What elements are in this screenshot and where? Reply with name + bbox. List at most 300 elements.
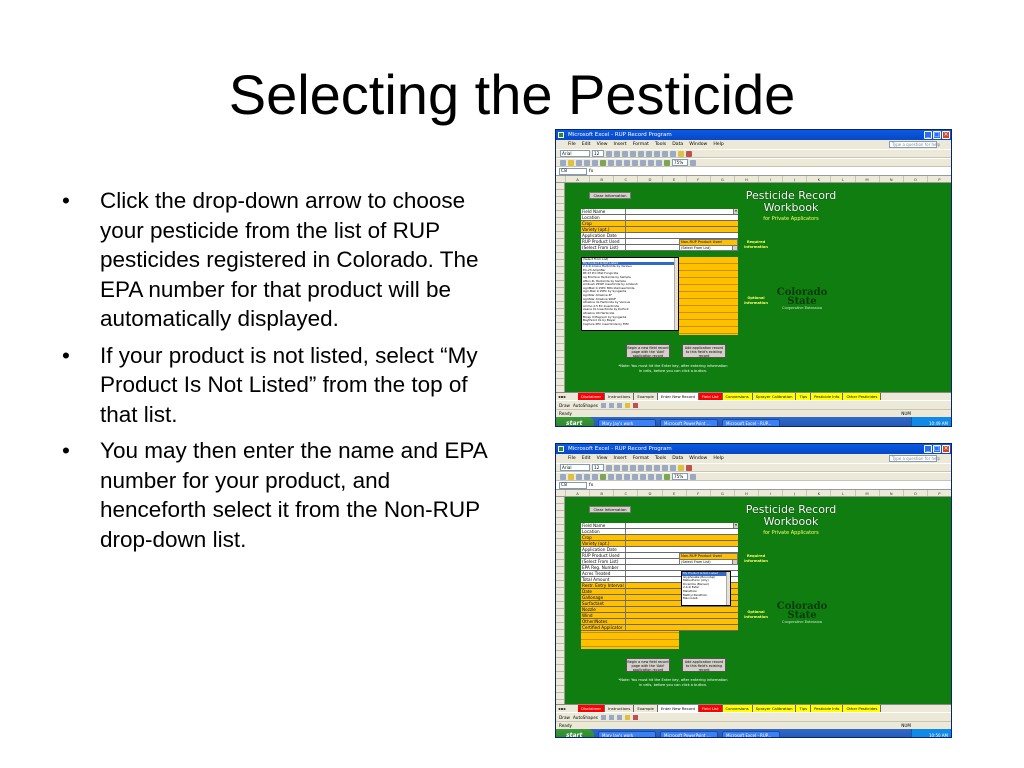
- csu-logo-subtext: Cooperative Extension: [781, 306, 823, 310]
- form-row: Application Date: [581, 547, 738, 553]
- fx-label: fx: [589, 482, 594, 488]
- field-name-select[interactable]: [625, 523, 738, 528]
- excel-app-icon: [558, 446, 564, 452]
- standard-toolbar: [556, 472, 951, 481]
- status-bar: [556, 409, 951, 417]
- font-color-icon[interactable]: [686, 465, 692, 471]
- paste-icon[interactable]: [624, 160, 630, 166]
- arrow-icon[interactable]: [609, 403, 614, 408]
- location-field[interactable]: [625, 529, 738, 534]
- dropdown-option[interactable]: Afton 4L Herbicide by Sample: [583, 279, 626, 283]
- excel-screenshot-2: [555, 443, 952, 738]
- window-title: Microsoft Excel - RUP Record Program: [568, 132, 672, 138]
- menu-data[interactable]: Data: [672, 142, 684, 147]
- tab-tips[interactable]: Tips: [796, 705, 811, 712]
- bold-icon[interactable]: [606, 465, 612, 471]
- draw-menu[interactable]: Draw: [559, 402, 570, 408]
- col-header[interactable]: C: [613, 176, 637, 182]
- dropdown-option[interactable]: RT-23 Pro Mist Fungicide: [583, 272, 619, 276]
- help-icon[interactable]: [690, 160, 696, 166]
- name-box[interactable]: C8: [559, 482, 587, 489]
- align-center-icon[interactable]: [638, 151, 644, 157]
- sort-icon[interactable]: [656, 160, 662, 166]
- font-size-select[interactable]: 12: [592, 150, 604, 157]
- csu-logo: [772, 288, 832, 310]
- task-button[interactable]: Mary Jay's work: [598, 731, 656, 738]
- dropdown-option[interactable]: Capture 2EC Insecticide by FMC: [583, 322, 630, 326]
- redo-icon[interactable]: [640, 160, 646, 166]
- csu-logo-text: Colorado State: [776, 601, 828, 621]
- col-header[interactable]: G: [710, 176, 734, 182]
- close-icon[interactable]: ×: [943, 445, 949, 452]
- open-icon[interactable]: [568, 474, 574, 480]
- dropdown-scrollbar[interactable]: [674, 258, 678, 330]
- dropdown-option[interactable]: Glyphosate (Roundup): [683, 575, 716, 579]
- menu-edit[interactable]: Edit: [581, 142, 591, 147]
- font-color-icon[interactable]: [633, 403, 638, 408]
- form-row: Variety (opt.): [581, 541, 738, 547]
- menu-data[interactable]: Data: [672, 456, 684, 461]
- start-button[interactable]: start: [556, 729, 594, 738]
- form-row: RUP Product Used: [581, 239, 738, 245]
- form-row: Other/Notes: [581, 619, 738, 625]
- menu-help[interactable]: Help: [713, 142, 724, 147]
- task-button[interactable]: Microsoft PowerPoint ...: [660, 419, 718, 427]
- num-lock-indicator: NUM: [901, 723, 911, 728]
- tab-enter-new-record[interactable]: Enter New Record: [658, 705, 699, 712]
- variety-field[interactable]: [625, 227, 738, 232]
- fill-color-icon[interactable]: [678, 151, 684, 157]
- bullet-item: • You may then enter the name and EPA number for your product, and henceforth select it from the Non-RUP drop-down list.: [62, 436, 500, 554]
- italic-icon[interactable]: [614, 151, 620, 157]
- field-name-select[interactable]: [625, 209, 738, 214]
- col-header[interactable]: H: [734, 490, 758, 496]
- sort-icon[interactable]: [656, 474, 662, 480]
- dropdown-option-selected[interactable]: My Product Is Not Listed: [682, 572, 730, 576]
- form-row: Gallonage: [581, 595, 738, 601]
- autosum-icon[interactable]: [648, 160, 654, 166]
- underline-icon[interactable]: [622, 151, 628, 157]
- zoom-select[interactable]: 75%: [672, 473, 688, 480]
- windows-taskbar: [556, 417, 951, 427]
- redo-icon[interactable]: [640, 474, 646, 480]
- help-search-input[interactable]: Type a question for help: [889, 455, 937, 462]
- column-headers: [556, 490, 951, 497]
- dropdown-option[interactable]: Atrazine 90 Herbicide: [583, 311, 615, 315]
- col-header[interactable]: M: [855, 490, 879, 496]
- window-title-bar: [556, 130, 951, 140]
- col-header[interactable]: G: [710, 490, 734, 496]
- standard-toolbar: [556, 158, 951, 167]
- bullet-item: • Click the drop-down arrow to choose your pesticide from the list of RUP pesticides registered in Colorado. The EPA number for that product will be automatically displayed.: [62, 186, 500, 334]
- col-header[interactable]: C: [613, 490, 637, 496]
- col-header[interactable]: A: [565, 490, 589, 496]
- col-header[interactable]: I: [758, 176, 782, 182]
- dropdown-option[interactable]: Metsulfuron (Ally): [683, 579, 709, 583]
- dropdown-option[interactable]: 2,4-D Amine Herbicide by Various: [583, 265, 632, 269]
- non-rup-select[interactable]: (Select From List): [679, 559, 738, 565]
- formatting-toolbar: [556, 149, 951, 158]
- dropdown-option[interactable]: Baythroid XL by Bayer: [583, 319, 616, 323]
- menu-bar: [556, 140, 951, 149]
- menu-tools[interactable]: Tools: [654, 142, 667, 147]
- menu-help[interactable]: Help: [713, 456, 724, 461]
- status-text: Ready: [559, 723, 572, 728]
- align-left-icon[interactable]: [630, 465, 636, 471]
- csu-logo-text: Colorado State: [776, 287, 828, 307]
- draw-menu[interactable]: Draw: [559, 714, 570, 720]
- formatting-toolbar: [556, 463, 951, 472]
- font-name-select[interactable]: Arial: [560, 150, 590, 157]
- menu-file[interactable]: File: [568, 142, 576, 147]
- row-headers: [556, 183, 565, 392]
- tab-other-pesticides[interactable]: Other Pesticides: [843, 705, 881, 712]
- spelling-icon[interactable]: [600, 160, 606, 166]
- form-row: Wind: [581, 613, 738, 619]
- percent-icon[interactable]: [670, 151, 676, 157]
- non-rup-dropdown-list[interactable]: [681, 571, 731, 606]
- menu-insert[interactable]: Insert: [613, 456, 627, 461]
- name-box[interactable]: C8: [559, 168, 587, 175]
- currency-icon[interactable]: [662, 151, 668, 157]
- preview-icon[interactable]: [592, 474, 598, 480]
- tab-scroll-arrows-icon[interactable]: ◂◂▸▸: [558, 706, 567, 711]
- bullet-item: • If your product is not listed, select “My Product Is Not Listed” from the top of that list.: [62, 341, 500, 430]
- excel-screenshot-1: [555, 129, 952, 427]
- dropdown-option[interactable]: (Select From List): [583, 258, 609, 261]
- col-header[interactable]: N: [879, 176, 903, 182]
- rectangle-icon[interactable]: [617, 715, 622, 720]
- dropdown-option[interactable]: Bicep II Magnum by Syngenta: [583, 315, 627, 319]
- paste-icon[interactable]: [624, 474, 630, 480]
- rectangle-icon[interactable]: [617, 403, 622, 408]
- cut-icon[interactable]: [608, 474, 614, 480]
- dropdown-scrollbar[interactable]: [726, 572, 730, 605]
- autosum-icon[interactable]: [648, 474, 654, 480]
- epa-reg-field[interactable]: [625, 565, 738, 570]
- dropdown-option[interactable]: Atrazine 4L Herbicide by Various: [583, 301, 631, 305]
- form-row: EPA Reg. Number: [581, 565, 738, 571]
- autoshapes-menu[interactable]: AutoShapes: [572, 402, 598, 408]
- fill-color-icon[interactable]: [678, 465, 684, 471]
- autoshapes-menu[interactable]: AutoShapes: [572, 714, 598, 720]
- application-date-field[interactable]: [625, 233, 738, 238]
- menu-format[interactable]: Format: [632, 456, 649, 461]
- dropdown-option[interactable]: Agri-Mek 0.15EC by Syngenta: [583, 290, 627, 294]
- cut-icon[interactable]: [608, 160, 614, 166]
- chevron-down-icon[interactable]: [732, 246, 737, 250]
- form-row: Variety (opt.): [581, 227, 738, 233]
- font-color-icon[interactable]: [686, 151, 692, 157]
- col-header[interactable]: N: [879, 490, 903, 496]
- col-header[interactable]: F: [686, 490, 710, 496]
- copy-icon[interactable]: [616, 160, 622, 166]
- maximize-icon[interactable]: □: [934, 445, 940, 452]
- crop-field[interactable]: [625, 221, 738, 226]
- form-row: Location: [581, 529, 738, 535]
- col-header[interactable]: J: [782, 176, 806, 182]
- dropdown-option[interactable]: AgriMek 0.15EC Miticide/Insecticide: [583, 286, 635, 290]
- minimize-icon[interactable]: _: [924, 445, 932, 453]
- application-date-field[interactable]: [625, 547, 738, 552]
- dropdown-option[interactable]: EC-23 Amplifier: [583, 268, 606, 272]
- clear-information-button[interactable]: Clear Information: [589, 506, 631, 513]
- tab-other-pesticides[interactable]: Other Pesticides: [843, 393, 881, 400]
- save-icon[interactable]: [576, 160, 582, 166]
- menu-edit[interactable]: Edit: [581, 456, 591, 461]
- tab-pesticide-info[interactable]: Pesticide Info: [811, 393, 843, 400]
- tab-conversions[interactable]: Conversions: [723, 393, 753, 400]
- col-header[interactable]: J: [782, 490, 806, 496]
- col-header[interactable]: D: [637, 490, 661, 496]
- menu-tools[interactable]: Tools: [654, 456, 667, 461]
- csu-logo-subtext: Cooperative Extension: [781, 620, 823, 624]
- align-right-icon[interactable]: [646, 151, 652, 157]
- save-icon[interactable]: [576, 474, 582, 480]
- non-rup-select[interactable]: (Select From List): [679, 245, 738, 251]
- menu-view[interactable]: View: [596, 142, 608, 147]
- new-icon[interactable]: [560, 474, 566, 480]
- row-headers: [556, 497, 565, 704]
- percent-icon[interactable]: [670, 465, 676, 471]
- dropdown-option[interactable]: AgriStar Atrazine 90DF: [583, 297, 617, 301]
- start-button[interactable]: start: [556, 417, 594, 427]
- form-row: Total Amount: [581, 577, 738, 583]
- workbook-title: Pesticide Record Workbook: [745, 189, 837, 214]
- italic-icon[interactable]: [614, 465, 620, 471]
- merge-icon[interactable]: [654, 465, 660, 471]
- formula-bar: [556, 481, 951, 490]
- task-button[interactable]: Mary Jay's work: [598, 419, 656, 427]
- form-row: Acres Treated: [581, 571, 738, 577]
- col-header[interactable]: B: [589, 176, 613, 182]
- spelling-icon[interactable]: [600, 474, 606, 480]
- bold-icon[interactable]: [606, 151, 612, 157]
- status-text: Ready: [559, 411, 572, 416]
- optional-fields[interactable]: [679, 257, 738, 335]
- col-header[interactable]: A: [565, 176, 589, 182]
- form-row: Restr. Entry Interval: [581, 583, 738, 589]
- task-button[interactable]: Microsoft Excel - RUP...: [722, 419, 780, 427]
- font-color-icon[interactable]: [633, 715, 638, 720]
- form-row: Surfactant: [581, 601, 738, 607]
- tab-sprayer-calibration[interactable]: Sprayer Calibration: [753, 393, 797, 400]
- tab-disclaimer[interactable]: Disclaimer: [578, 393, 605, 400]
- help-search-input[interactable]: Type a question for help: [889, 141, 937, 148]
- non-rup-label: Non-RUP Product Used: [679, 553, 738, 560]
- worksheet[interactable]: [556, 490, 951, 704]
- tab-tips[interactable]: Tips: [796, 393, 811, 400]
- zoom-select[interactable]: 75%: [672, 159, 688, 166]
- form-row: Location: [581, 215, 738, 221]
- col-header[interactable]: B: [589, 490, 613, 496]
- form-row: Nozzle: [581, 607, 738, 613]
- dropdown-option[interactable]: Mancozeb: [683, 597, 698, 601]
- col-header[interactable]: D: [637, 176, 661, 182]
- slide-title: Selecting the Pesticide: [228, 63, 796, 126]
- col-header[interactable]: P: [927, 176, 951, 182]
- minimize-icon[interactable]: _: [924, 131, 932, 139]
- nozzle-field[interactable]: [625, 607, 738, 612]
- required-info-label: Required Information: [744, 240, 768, 249]
- align-right-icon[interactable]: [646, 465, 652, 471]
- dropdown-option[interactable]: Ag Bromine Herbicide by Sample: [583, 275, 631, 279]
- chevron-down-icon[interactable]: [732, 560, 737, 564]
- bullet-list: [62, 186, 500, 561]
- enter-key-note: *Note: You must hit the Enter key, after entering information in cells, before you can click a button.: [618, 678, 728, 687]
- new-record-button[interactable]: Begin a new field record page with the 'Add' application record: [627, 660, 669, 672]
- crop-field[interactable]: [625, 535, 738, 540]
- new-record-button[interactable]: Begin a new field record page with the 'Add' application record: [627, 346, 669, 358]
- line-icon[interactable]: [601, 403, 606, 408]
- col-header[interactable]: M: [855, 176, 879, 182]
- dropdown-option[interactable]: AgriStar Atrazine 4F: [583, 293, 613, 297]
- print-icon[interactable]: [584, 160, 590, 166]
- tab-conversions[interactable]: Conversions: [723, 705, 753, 712]
- dropdown-option[interactable]: 2,4-D Ester: [683, 586, 700, 590]
- form-row: (Select From List): [581, 245, 738, 251]
- certified-applicator-field[interactable]: [625, 625, 738, 630]
- col-header[interactable]: P: [927, 490, 951, 496]
- dropdown-option[interactable]: Asana XL Insecticide by DuPont: [583, 308, 629, 312]
- col-header[interactable]: O: [903, 176, 927, 182]
- dropdown-option[interactable]: Malathion: [683, 589, 698, 593]
- form-row: (Select From List): [581, 559, 738, 565]
- variety-field[interactable]: [625, 541, 738, 546]
- col-header[interactable]: E: [662, 490, 686, 496]
- preview-icon[interactable]: [592, 160, 598, 166]
- dropdown-option[interactable]: Dicamba (Banvel): [683, 582, 709, 586]
- close-icon[interactable]: ×: [943, 131, 949, 138]
- window-title: Microsoft Excel - RUP Record Program: [568, 446, 672, 452]
- form-row: Certified Applicator: [581, 625, 738, 631]
- col-header[interactable]: L: [830, 490, 854, 496]
- task-button[interactable]: Microsoft Excel - RUP...: [722, 731, 780, 738]
- undo-icon[interactable]: [632, 160, 638, 166]
- print-icon[interactable]: [584, 474, 590, 480]
- num-lock-indicator: NUM: [901, 411, 911, 416]
- col-header[interactable]: H: [734, 176, 758, 182]
- align-left-icon[interactable]: [630, 151, 636, 157]
- tab-example[interactable]: Example: [634, 393, 657, 400]
- dropdown-option-selected[interactable]: My Product Is Not Listed: [582, 262, 678, 266]
- chevron-down-icon[interactable]: ▾: [733, 523, 738, 528]
- tab-field-list[interactable]: Field List: [699, 705, 723, 712]
- tab-disclaimer[interactable]: Disclaimer: [578, 705, 605, 712]
- other-notes-field[interactable]: [625, 619, 738, 624]
- tab-sprayer-calibration[interactable]: Sprayer Calibration: [753, 705, 797, 712]
- col-header[interactable]: O: [903, 490, 927, 496]
- underline-icon[interactable]: [622, 465, 628, 471]
- col-header[interactable]: K: [806, 176, 830, 182]
- tab-scroll-arrows-icon[interactable]: ◂◂▸▸: [558, 394, 567, 399]
- tab-example[interactable]: Example: [634, 705, 657, 712]
- maximize-icon[interactable]: □: [934, 131, 940, 138]
- enter-key-note: *Note: You must hit the Enter key, after entering information in cells, before you can click a button.: [618, 364, 728, 373]
- tab-instructions[interactable]: Instructions: [605, 705, 634, 712]
- menu-bar: [556, 454, 951, 463]
- workbook-subtitle: for Private Applicators: [763, 530, 819, 536]
- sheet-tabs: [556, 704, 951, 712]
- form-row: Crop: [581, 221, 738, 227]
- required-info-label: Required Information: [744, 554, 768, 563]
- location-field[interactable]: [625, 215, 738, 220]
- add-record-button[interactable]: Add application record to this field's existing record: [682, 658, 726, 672]
- menu-window[interactable]: Window: [689, 456, 708, 461]
- csu-logo: [772, 602, 832, 624]
- chevron-down-icon[interactable]: ▾: [733, 209, 738, 214]
- font-name-select[interactable]: Arial: [560, 464, 590, 471]
- drawing-toolbar: [556, 400, 951, 409]
- clear-information-button[interactable]: Clear Information: [589, 192, 631, 199]
- menu-view[interactable]: View: [596, 456, 608, 461]
- copy-icon[interactable]: [616, 474, 622, 480]
- fill-icon[interactable]: [625, 715, 630, 720]
- menu-window[interactable]: Window: [689, 142, 708, 147]
- dropdown-option[interactable]: Methyl Parathion: [683, 593, 708, 597]
- col-header[interactable]: F: [686, 176, 710, 182]
- arrow-icon[interactable]: [609, 715, 614, 720]
- worksheet[interactable]: [556, 176, 951, 392]
- task-button[interactable]: Microsoft PowerPoint ...: [660, 731, 718, 738]
- tab-enter-new-record[interactable]: Enter New Record: [658, 393, 699, 400]
- drawing-toolbar: [556, 712, 951, 721]
- col-header[interactable]: K: [806, 490, 830, 496]
- wind-field[interactable]: [625, 613, 738, 618]
- column-headers: [556, 176, 951, 183]
- merge-icon[interactable]: [654, 151, 660, 157]
- col-header[interactable]: I: [758, 490, 782, 496]
- form-row: Application Date: [581, 233, 738, 239]
- windows-taskbar: [556, 729, 951, 738]
- open-icon[interactable]: [568, 160, 574, 166]
- align-center-icon[interactable]: [638, 465, 644, 471]
- chart-icon[interactable]: [664, 160, 670, 166]
- workbook-title: Pesticide Record Workbook: [745, 503, 837, 528]
- tab-instructions[interactable]: Instructions: [605, 393, 634, 400]
- col-header[interactable]: E: [662, 176, 686, 182]
- rup-dropdown-list[interactable]: [581, 257, 679, 331]
- help-icon[interactable]: [690, 474, 696, 480]
- tab-field-list[interactable]: Field List: [699, 393, 723, 400]
- optional-info-label: Optional Information: [744, 296, 768, 305]
- currency-icon[interactable]: [662, 465, 668, 471]
- line-icon[interactable]: [601, 715, 606, 720]
- chart-icon[interactable]: [664, 474, 670, 480]
- fill-icon[interactable]: [625, 403, 630, 408]
- formula-bar: [556, 167, 951, 176]
- dropdown-option[interactable]: Ammo 2.5 EC Insecticide: [583, 304, 620, 308]
- optional-info-label: Optional Information: [744, 610, 768, 619]
- menu-file[interactable]: File: [568, 456, 576, 461]
- clock: 10:50 AM: [911, 729, 951, 738]
- new-icon[interactable]: [560, 160, 566, 166]
- status-bar: [556, 721, 951, 729]
- col-header[interactable]: L: [830, 176, 854, 182]
- menu-format[interactable]: Format: [632, 142, 649, 147]
- non-rup-label: Non-RUP Product Used: [679, 239, 738, 246]
- undo-icon[interactable]: [632, 474, 638, 480]
- sheet-tabs: [556, 392, 951, 400]
- dropdown-option[interactable]: Ambush 25WP Insecticide by Ambush: [583, 283, 638, 287]
- menu-insert[interactable]: Insert: [613, 142, 627, 147]
- workbook-subtitle: for Private Applicators: [763, 216, 819, 222]
- add-record-button[interactable]: Add application record to this field's existing record: [682, 344, 726, 358]
- font-size-select[interactable]: 12: [592, 464, 604, 471]
- form-row: Crop: [581, 535, 738, 541]
- tab-pesticide-info[interactable]: Pesticide Info: [811, 705, 843, 712]
- clock: 10:49 AM: [911, 417, 951, 427]
